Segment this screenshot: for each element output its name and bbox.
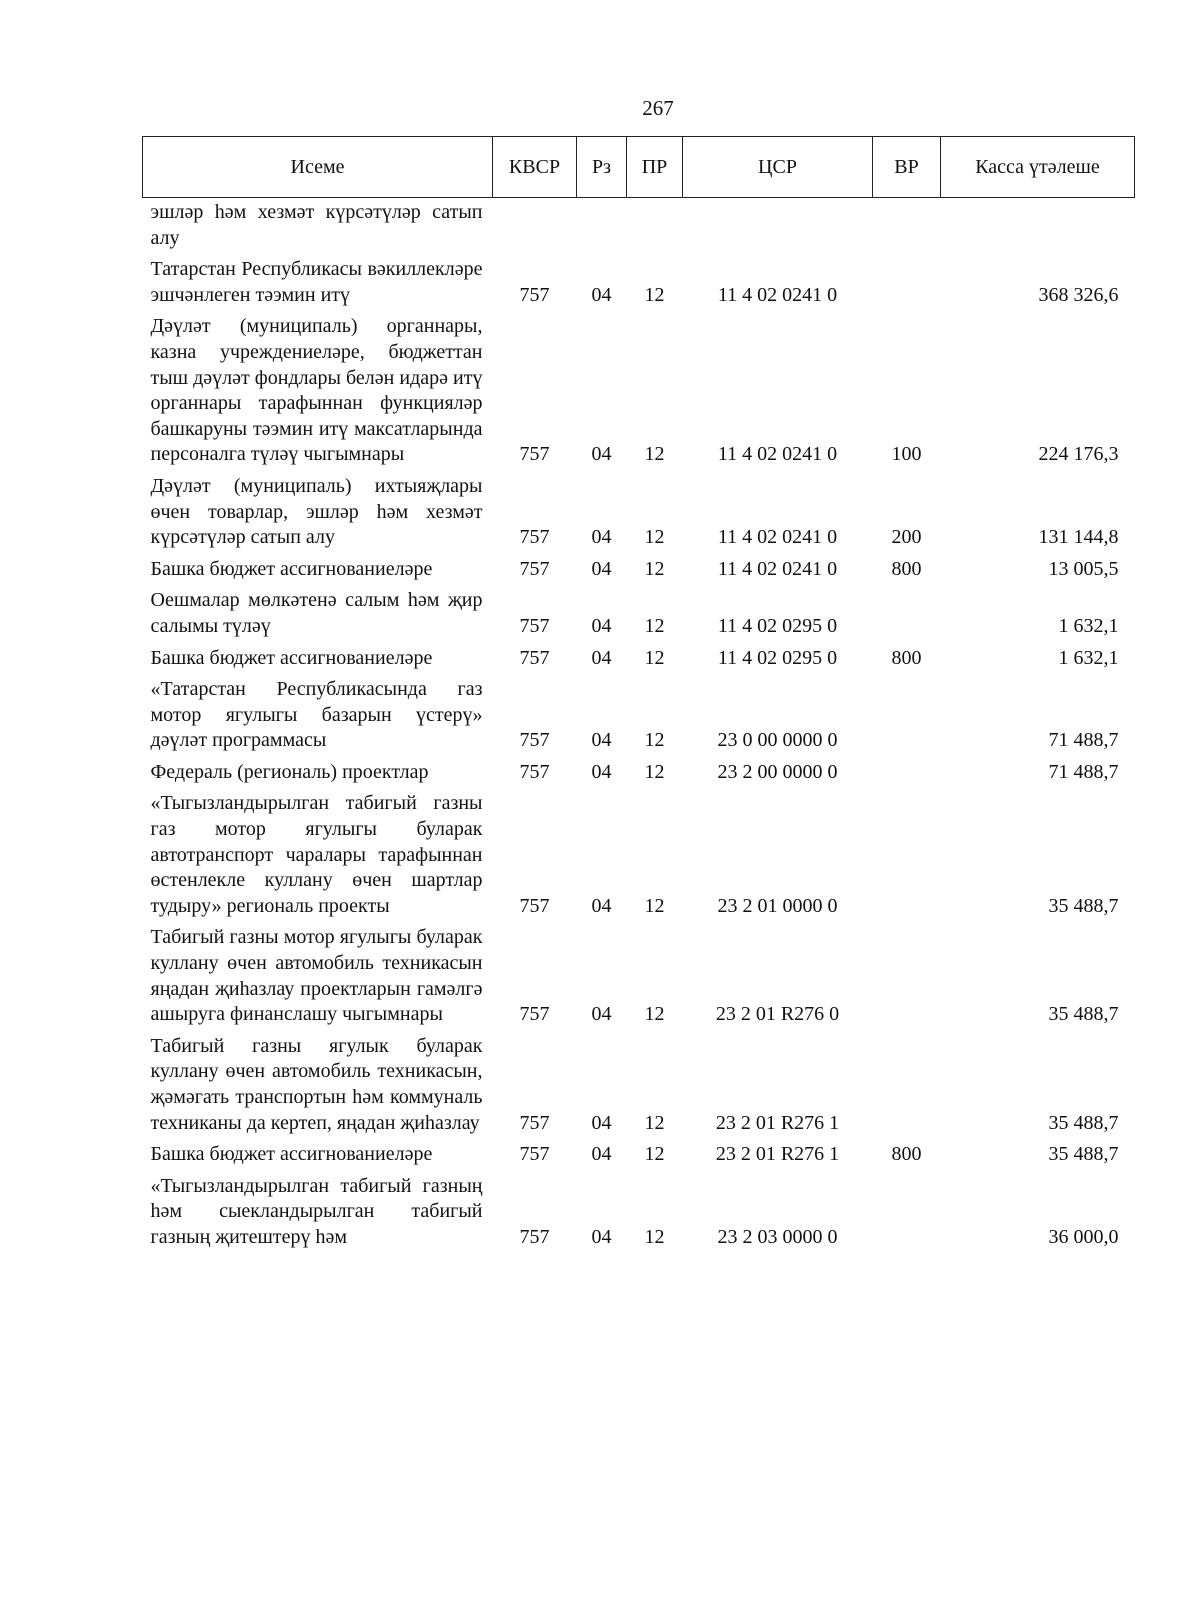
cell-csr: 11 4 02 0241 0 [717, 557, 838, 580]
cell-vr [873, 789, 941, 923]
cell-pr: 12 [644, 443, 665, 466]
cell-name: «Тыгызландырылган табигый газны газ мотор ягулыгы буларак автотранспорт чаралары тарафыннан өстенлекле куллану өчен шартлар тудыру» региональ проекты [150, 792, 483, 917]
cell-pr: 12 [644, 283, 665, 306]
cell-kvsr: 757 [519, 443, 550, 466]
cell-name: Табигый газны ягулык буларак куллану өчен автомобиль техникасын, җәмәгать транспортын һәм коммуналь техниканы да кертеп, яңадан җиһазлау [150, 1034, 483, 1134]
cell-pr: 12 [644, 1111, 665, 1134]
table-row [143, 472, 1135, 555]
cell-csr: 23 2 01 R276 1 [715, 1111, 840, 1134]
cell-name: Табигый газны мотор ягулыгы буларак куллану өчен автомобиль техникасын яңадан җиһазлау проектларын гамәлгә ашыруга финанслашу чыгымнары [150, 926, 483, 1026]
cell-kassa: 1 632,1 [1058, 646, 1119, 669]
cell-rz: 04 [591, 760, 612, 783]
cell-rz: 04 [591, 443, 612, 466]
cell-csr: 23 2 00 0000 0 [717, 760, 838, 783]
cell-rz: 04 [591, 526, 612, 549]
cell-pr: 12 [644, 526, 665, 549]
cell-pr: 12 [644, 729, 665, 752]
cell-csr: 11 4 02 0241 0 [717, 526, 838, 549]
cell-vr [873, 675, 941, 758]
cell-kvsr: 757 [519, 614, 550, 637]
cell-vr [873, 1032, 941, 1140]
cell-csr [683, 198, 873, 256]
cell-pr: 12 [644, 646, 665, 669]
table-row [143, 586, 1135, 643]
cell-vr [873, 198, 941, 256]
cell-rz: 04 [591, 729, 612, 752]
cell-vr [873, 923, 941, 1031]
table-header [143, 137, 1135, 198]
cell-kassa: 131 144,8 [1038, 526, 1119, 549]
header-kvsr: КВСР [493, 137, 577, 198]
cell-name: Дәүләт (муниципаль) органнары, казна учреждениеләре, бюджеттан тыш дәүләт фондлары белән идарә итү органнары тарафыннан функцияләр башкаруны тәэмин итү максатларында персоналга түләү чыгымнары [150, 315, 483, 466]
cell-csr: 23 0 00 0000 0 [717, 729, 838, 752]
cell-csr: 23 2 03 0000 0 [717, 1225, 838, 1248]
table-row [143, 1140, 1135, 1172]
cell-kvsr: 757 [519, 557, 550, 580]
cell-kvsr: 757 [519, 729, 550, 752]
header-pr: ПР [627, 137, 683, 198]
cell-kvsr: 757 [519, 526, 550, 549]
table-row [143, 644, 1135, 676]
cell-csr: 23 2 01 0000 0 [717, 894, 838, 917]
cell-name: эшләр һәм хезмәт күрсәтүләр сатып алу [150, 201, 483, 249]
cell-name: Федераль (региональ) проектлар [150, 760, 429, 783]
cell-pr: 12 [644, 1225, 665, 1248]
table-row [143, 758, 1135, 790]
cell-kassa: 368 326,6 [1038, 283, 1119, 306]
cell-kassa: 71 488,7 [1048, 729, 1119, 752]
cell-rz [577, 198, 627, 256]
cell-csr: 11 4 02 0295 0 [717, 614, 838, 637]
cell-pr: 12 [644, 760, 665, 783]
cell-vr: 800 [891, 1143, 922, 1166]
cell-rz: 04 [591, 1111, 612, 1134]
cell-name: Дәүләт (муниципаль) ихтыяҗлары өчен товарлар, эшләр һәм хезмәт күрсәтүләр сатып алу [150, 474, 483, 549]
header-name: Исеме [143, 137, 493, 198]
cell-vr [873, 1172, 941, 1255]
page-number: 267 [642, 96, 674, 120]
cell-kvsr [493, 198, 577, 256]
cell-name: Башка бюджет ассигнованиеләре [150, 557, 433, 580]
cell-vr: 800 [891, 557, 922, 580]
cell-kassa: 36 000,0 [1048, 1225, 1119, 1248]
cell-kassa: 35 488,7 [1048, 1111, 1119, 1134]
cell-kassa: 35 488,7 [1048, 1003, 1119, 1026]
cell-name: Башка бюджет ассигнованиеләре [150, 646, 433, 669]
cell-vr: 800 [891, 646, 922, 669]
cell-rz: 04 [591, 1143, 612, 1166]
cell-rz: 04 [591, 614, 612, 637]
table-row [143, 675, 1135, 758]
cell-kassa: 71 488,7 [1048, 760, 1119, 783]
cell-rz: 04 [591, 646, 612, 669]
cell-pr: 12 [644, 1003, 665, 1026]
cell-kvsr: 757 [519, 894, 550, 917]
cell-csr: 23 2 01 R276 0 [715, 1003, 840, 1026]
table-row [143, 255, 1135, 312]
cell-vr [873, 758, 941, 790]
cell-vr [873, 255, 941, 312]
cell-kvsr: 757 [519, 646, 550, 669]
cell-kassa: 1 632,1 [1058, 614, 1119, 637]
table-row [143, 789, 1135, 923]
header-csr: ЦСР [683, 137, 873, 198]
table-row [143, 198, 1135, 256]
cell-kvsr: 757 [519, 1143, 550, 1166]
cell-rz: 04 [591, 283, 612, 306]
table-body [143, 198, 1135, 1255]
cell-kvsr: 757 [519, 1111, 550, 1134]
table-row [143, 555, 1135, 587]
table-row [143, 923, 1135, 1031]
table-row [143, 1032, 1135, 1140]
cell-csr: 11 4 02 0295 0 [717, 646, 838, 669]
cell-vr: 200 [891, 526, 922, 549]
cell-name: Башка бюджет ассигнованиеләре [150, 1143, 433, 1166]
table-row [143, 312, 1135, 472]
cell-kassa: 35 488,7 [1048, 1143, 1119, 1166]
cell-csr: 23 2 01 R276 1 [715, 1143, 840, 1166]
cell-kassa: 224 176,3 [1038, 443, 1119, 466]
header-kassa: Касса үтәлеше [941, 137, 1135, 198]
header-vr: ВР [873, 137, 941, 198]
cell-pr [627, 198, 683, 256]
cell-name: «Татарстан Республикасында газ мотор ягулыгы базарын үстерү» дәүләт программасы [150, 678, 483, 752]
budget-table [142, 136, 1135, 1255]
cell-rz: 04 [591, 894, 612, 917]
cell-pr: 12 [644, 894, 665, 917]
cell-rz: 04 [591, 1225, 612, 1248]
cell-name: «Тыгызландырылган табигый газның һәм сыекландырылган табигый газның җитештерү һәм [150, 1174, 483, 1248]
cell-vr: 100 [891, 443, 922, 466]
cell-kassa: 13 005,5 [1048, 557, 1119, 580]
cell-pr: 12 [644, 1143, 665, 1166]
cell-csr: 11 4 02 0241 0 [717, 443, 838, 466]
cell-kvsr: 757 [519, 283, 550, 306]
header-rz: Рз [577, 137, 627, 198]
cell-name: Татарстан Республикасы вәкиллекләре эшчәнлеген тәэмин итү [150, 258, 483, 306]
cell-name: Оешмалар мөлкәтенә салым һәм җир салымы түләү [150, 589, 483, 637]
cell-rz: 04 [591, 1003, 612, 1026]
cell-vr [873, 586, 941, 643]
cell-pr: 12 [644, 557, 665, 580]
cell-kvsr: 757 [519, 1003, 550, 1026]
cell-kvsr: 757 [519, 1225, 550, 1248]
cell-kvsr: 757 [519, 760, 550, 783]
table-row [143, 1172, 1135, 1255]
cell-kassa [941, 198, 1135, 256]
cell-rz: 04 [591, 557, 612, 580]
cell-csr: 11 4 02 0241 0 [717, 283, 838, 306]
cell-pr: 12 [644, 614, 665, 637]
cell-kassa: 35 488,7 [1048, 894, 1119, 917]
